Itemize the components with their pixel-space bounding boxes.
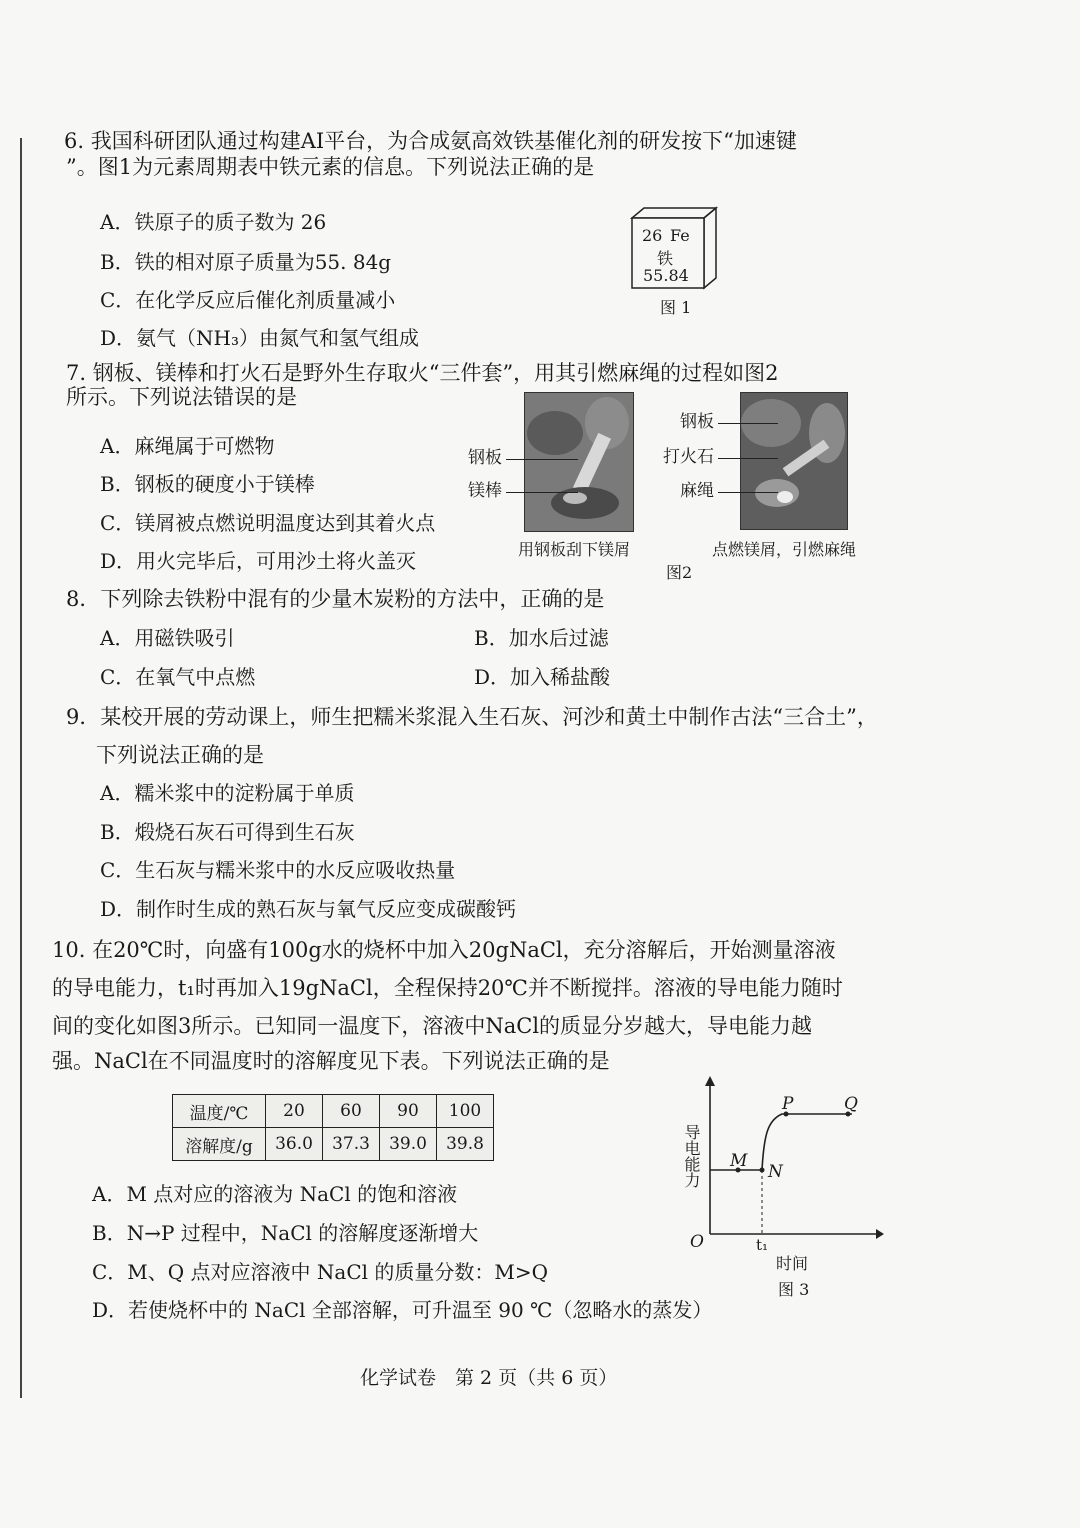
q8-option-b: B．加水后过滤 bbox=[474, 626, 609, 650]
q7-option-b: B．钢板的硬度小于镁棒 bbox=[100, 472, 315, 496]
q10-option-b: B．N→P 过程中，NaCl 的溶解度逐渐增大 bbox=[92, 1221, 479, 1245]
element-symbol: Fe bbox=[670, 226, 690, 245]
q6-stem-line2: ”。图1为元素周期表中铁元素的信息。下列说法正确的是 bbox=[66, 155, 595, 179]
q10-option-c: C．M、Q 点对应溶液中 NaCl 的质量分数：M>Q bbox=[92, 1260, 549, 1284]
table-cell: 37.3 bbox=[323, 1128, 380, 1161]
q9-stem-line2: 下列说法正确的是 bbox=[96, 743, 264, 767]
q10-stem-line3: 间的变化如图3所示。已知同一温度下，溶液中NaCl的质显分岁越大，导电能力越 bbox=[52, 1014, 813, 1038]
graph-xlabel: 时间 bbox=[776, 1254, 809, 1273]
photo-igniting-rope bbox=[740, 392, 848, 530]
table-cell: 39.8 bbox=[437, 1128, 494, 1161]
graph-label-p: P bbox=[782, 1094, 794, 1114]
q6-option-d: D．氨气（NH₃）由氮气和氢气组成 bbox=[100, 326, 419, 350]
q7-option-a: A．麻绳属于可燃物 bbox=[100, 434, 275, 458]
y-axis-arrow bbox=[705, 1076, 715, 1086]
leader-line bbox=[718, 492, 778, 493]
x-axis-arrow bbox=[876, 1229, 884, 1239]
leader-line bbox=[718, 458, 778, 459]
q9-option-a: A．糯米浆中的淀粉属于单质 bbox=[100, 781, 355, 805]
leader-line bbox=[506, 492, 578, 493]
figure3-caption: 图 3 bbox=[778, 1280, 810, 1299]
q8-stem: 8．下列除去铁粉中混有的少量木炭粉的方法中，正确的是 bbox=[66, 587, 605, 611]
leader-line bbox=[718, 423, 778, 424]
table-cell: 39.0 bbox=[380, 1128, 437, 1161]
q9-option-b: B．煅烧石灰石可得到生石灰 bbox=[100, 820, 355, 844]
table-row bbox=[173, 1128, 494, 1161]
element-number: 26 bbox=[642, 226, 663, 245]
table-header-temperature: 温度/℃ bbox=[173, 1095, 266, 1128]
label-right-rope: 麻绳 bbox=[680, 481, 714, 501]
q7-option-c: C．镁屑被点燃说明温度达到其着火点 bbox=[100, 511, 436, 535]
q9-stem-line1: 9．某校开展的劳动课上，师生把糯米浆混入生石灰、河沙和黄土中制作古法“三合土”， bbox=[66, 705, 878, 729]
q7-stem-line2: 所示。下列说法错误的是 bbox=[66, 385, 297, 409]
q8-option-d: D．加入稀盐酸 bbox=[474, 665, 611, 689]
q10-option-d: D．若使烧杯中的 NaCl 全部溶解，可升温至 90 ℃（忽略水的蒸发） bbox=[92, 1298, 713, 1322]
label-right-steel-plate: 钢板 bbox=[680, 412, 714, 432]
label-left-magnesium-rod: 镁棒 bbox=[468, 481, 502, 501]
q6-option-c: C．在化学反应后催化剂质量减小 bbox=[100, 288, 396, 312]
graph-ylabel: 导电能力 bbox=[682, 1124, 701, 1188]
solubility-table bbox=[172, 1094, 494, 1161]
element-name: 铁 bbox=[657, 249, 674, 268]
label-left-steel-plate: 钢板 bbox=[468, 448, 502, 468]
q6-stem-line1: 6. 我国科研团队通过构建AI平台，为合成氨高效铁基催化剂的研发按下“加速键 bbox=[64, 129, 797, 153]
graph-label-m: M bbox=[730, 1151, 748, 1171]
q7-stem-line1: 7. 钢板、镁棒和打火石是野外生存取火“三件套”，用其引燃麻绳的过程如图2 bbox=[66, 361, 779, 385]
q7-option-d: D．用火完毕后，可用沙土将火盖灭 bbox=[100, 549, 417, 573]
fig2-right-caption: 点燃镁屑，引燃麻绳 bbox=[712, 540, 857, 559]
q10-stem-line1: 10. 在20℃时，向盛有100g水的烧杯中加入20gNaCl，充分溶解后，开始测量溶液 bbox=[52, 938, 836, 962]
fig2-left-caption: 用钢板刮下镁屑 bbox=[518, 540, 631, 559]
q9-option-c: C．生石灰与糯米浆中的水反应吸收热量 bbox=[100, 858, 456, 882]
table-cell: 90 bbox=[380, 1095, 437, 1128]
table-cell: 100 bbox=[437, 1095, 494, 1128]
q8-option-a: A．用磁铁吸引 bbox=[100, 626, 235, 650]
photo-scraping-magnesium bbox=[524, 392, 634, 532]
point-n bbox=[760, 1168, 765, 1173]
table-header-solubility: 溶解度/g bbox=[173, 1128, 266, 1161]
element-mass: 55.84 bbox=[643, 266, 689, 285]
graph-t1-label: t₁ bbox=[756, 1236, 769, 1254]
q6-option-a: A．铁原子的质子数为 26 bbox=[100, 210, 327, 234]
table-cell: 20 bbox=[266, 1095, 323, 1128]
q10-option-a: A．M 点对应的溶液为 NaCl 的饱和溶液 bbox=[92, 1182, 458, 1206]
page-footer: 化学试卷 第 2 页（共 6 页） bbox=[360, 1367, 618, 1389]
figure1-caption: 图 1 bbox=[660, 298, 692, 317]
graph-label-q: Q bbox=[844, 1094, 858, 1114]
leader-line bbox=[506, 459, 578, 460]
q10-stem-line4: 强。NaCl在不同温度时的溶解度见下表。下列说法正确的是 bbox=[52, 1049, 610, 1073]
figure2-caption: 图2 bbox=[666, 563, 693, 582]
q9-option-d: D．制作时生成的熟石灰与氧气反应变成碳酸钙 bbox=[100, 897, 517, 921]
q6-option-b: B．铁的相对原子质量为55. 84g bbox=[100, 250, 392, 274]
graph-origin: O bbox=[690, 1232, 704, 1252]
graph-label-n: N bbox=[768, 1162, 783, 1182]
q10-stem-line2: 的导电能力，t₁时再加入19gNaCl，全程保持20℃并不断搅拌。溶液的导电能力随时 bbox=[52, 976, 843, 1000]
table-row bbox=[173, 1095, 494, 1128]
table-cell: 36.0 bbox=[266, 1128, 323, 1161]
table-cell: 60 bbox=[323, 1095, 380, 1128]
label-right-flint: 打火石 bbox=[663, 447, 714, 467]
binding-margin-line bbox=[20, 138, 22, 1398]
q8-option-c: C．在氧气中点燃 bbox=[100, 665, 256, 689]
